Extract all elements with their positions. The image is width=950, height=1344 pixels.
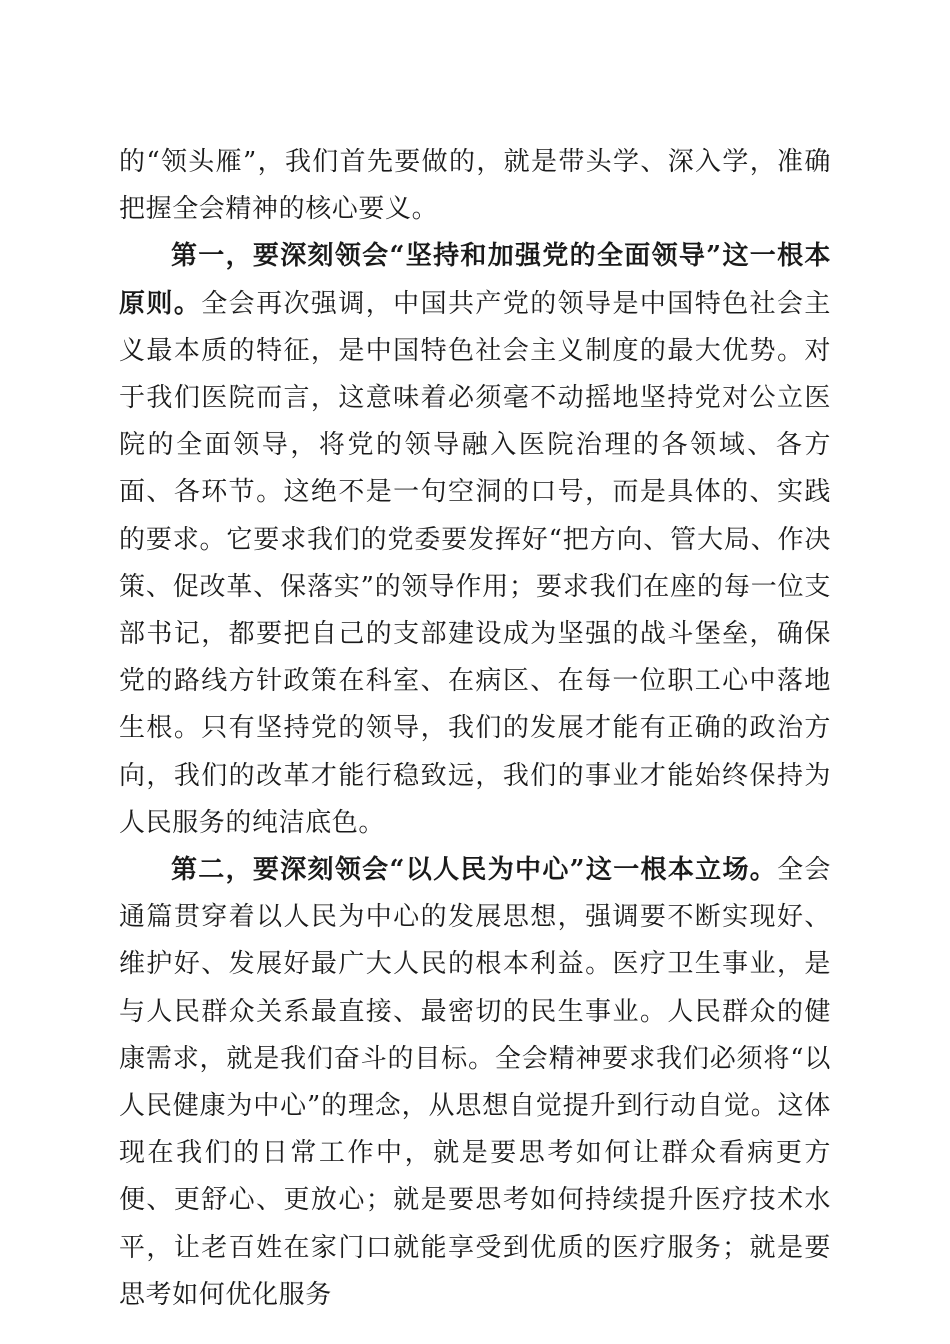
paragraph-lead-heading: 第二，要深刻领会“以人民为中心”这一根本立场。 (171, 855, 778, 886)
paragraph-text: 全会通篇贯穿着以人民为中心的发展思想，强调要不断实现好、维护好、发展好最广大人民的根本利益。医疗卫生事业，是与人民群众关系最直接、最密切的民生事业。人民群众的健康需求，就是我们奋斗的目标。全会精神要求我们必须将“以人民健康为中心”的理念，从思想自觉提升到行动自觉。这体现在我们的日常工作中，就是要思考如何让群众看病更方便、更舒心、更放心；就是要思考如何持续提升医疗技术水平，让老百姓在家门口就能享受到优质的医疗服务；就是要思考如何优化服务 (119, 855, 831, 1310)
paragraph-lead-heading: 第一，要深刻领会“坚持和加强党的全面领导”这一根本原则。 (119, 241, 831, 319)
paragraph-point-two (119, 847, 831, 1319)
document-body (119, 139, 831, 1319)
paragraph-intro-continuation (119, 139, 831, 233)
paragraph-text: 的“领头雁”，我们首先要做的，就是带头学、深入学，准确把握全会精神的核心要义。 (119, 147, 831, 225)
paragraph-text: 全会再次强调，中国共产党的领导是中国特色社会主义最本质的特征，是中国特色社会主义制度的最大优势。对于我们医院而言，这意味着必须毫不动摇地坚持党对公立医院的全面领导，将党的领导融入医院治理的各领域、各方面、各环节。这绝不是一句空洞的口号，而是具体的、实践的要求。它要求我们的党委要发挥好“把方向、管大局、作决策、促改革、保落实”的领导作用；要求我们在座的每一位支部书记，都要把自己的支部建设成为坚强的战斗堡垒，确保党的路线方针政策在科室、在病区、在每一位职工心中落地生根。只有坚持党的领导，我们的发展才能有正确的政治方向，我们的改革才能行稳致远，我们的事业才能始终保持为人民服务的纯洁底色。 (119, 288, 831, 838)
paragraph-point-one (119, 233, 831, 847)
